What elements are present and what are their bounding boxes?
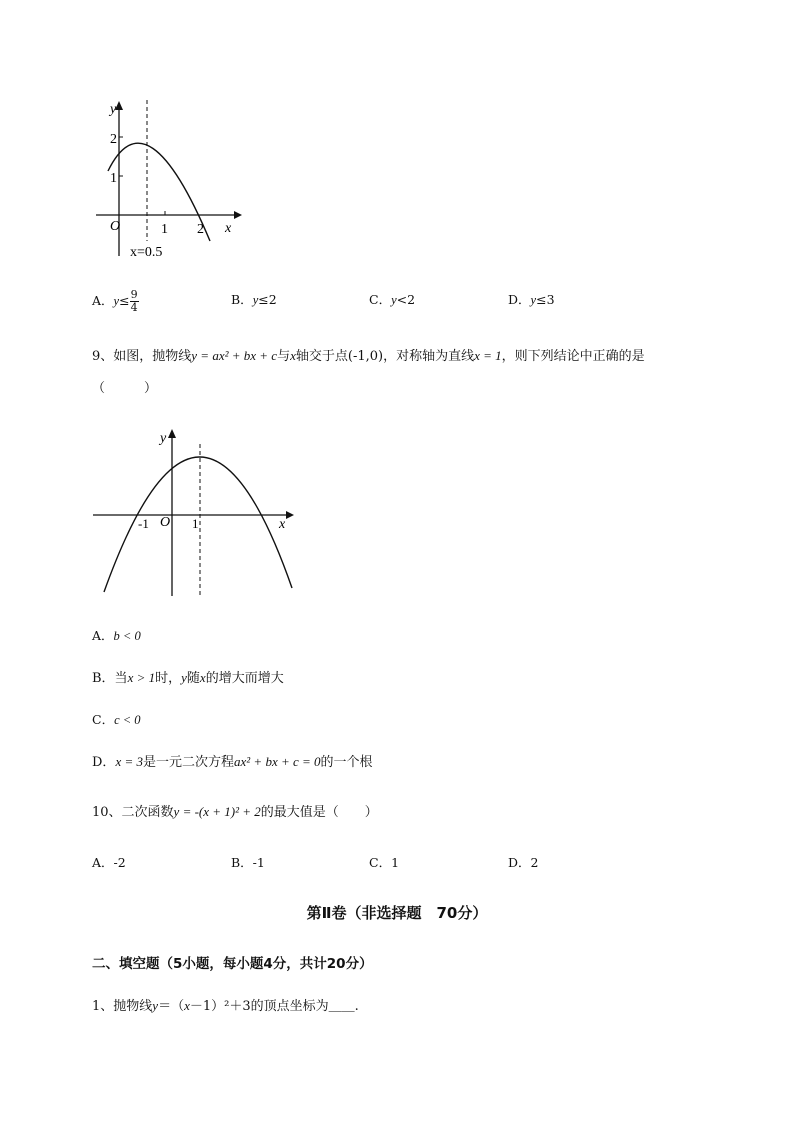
x-tick-label-neg1: -1 — [138, 516, 149, 531]
graph-parabola-1 — [92, 96, 252, 266]
y-axis-label: y — [110, 102, 117, 117]
q8-option-c[interactable]: C．y<2 — [369, 292, 416, 307]
graph-parabola-2 — [90, 426, 300, 598]
q10-option-d[interactable]: D．2 — [508, 855, 539, 870]
x-axis-arrow — [234, 211, 242, 219]
fill-question-1: 1、抛物线y＝（x－1）²＋3的顶点坐标为＿＿. — [92, 998, 359, 1014]
q9-option-d[interactable]: D．x = 3是一元二次方程ax² + bx + c = 0的一个根 — [92, 754, 373, 770]
q8-option-a[interactable]: A．y≤ $\frac{9}{4}$ — [92, 288, 138, 314]
y-axis-label: y — [160, 431, 167, 446]
x-tick-label-1: 1 — [161, 222, 168, 237]
origin-label: O — [160, 515, 171, 530]
x-tick-label-1: 1 — [192, 516, 199, 531]
answer-blank[interactable]: ＿＿ — [328, 999, 355, 1014]
q9-answer-paren: （ ） — [92, 381, 158, 396]
section-heading: 二、填空题（5小题，每小题4分，共计20分） — [92, 956, 373, 972]
q8-option-b[interactable]: B．y≤2 — [231, 292, 277, 307]
parabola-curve — [108, 143, 210, 241]
q10-option-b[interactable]: B．-1 — [231, 855, 265, 870]
y-tick-label-1: 1 — [110, 171, 117, 186]
origin-label: O — [110, 219, 121, 234]
y-tick-label-2: 2 — [110, 132, 117, 147]
q10-option-a[interactable]: A．-2 — [92, 855, 126, 870]
q9-option-a[interactable]: A．b < 0 — [92, 628, 141, 643]
q9-option-b[interactable]: B．当x > 1时，y随x的增大而增大 — [92, 670, 284, 686]
q10-option-c[interactable]: C．1 — [369, 855, 400, 870]
q9-option-c[interactable]: C．c < 0 — [92, 712, 141, 727]
q8-option-d[interactable]: D．y≤3 — [508, 292, 555, 307]
fraction-9-4: $\frac{9}{4}$ — [130, 288, 138, 314]
x-tick-label-2: 2 — [197, 222, 204, 237]
q10-stem: 10、二次函数y = -(x + 1)² + 2的最大值是（ ） — [92, 804, 378, 820]
section-title: 第Ⅱ卷（非选择题 70分） — [306, 904, 488, 922]
axis-of-symmetry-note: x=0.5 — [130, 245, 163, 260]
x-axis-label: x — [225, 221, 232, 236]
x-axis-label: x — [279, 517, 286, 532]
x-axis-arrow — [286, 511, 294, 519]
y-axis-arrow — [168, 429, 176, 438]
q9-stem: 9、如图，抛物线y = ax² + bx + c与x轴交于点(-1,0)，对称轴为直线x = 1，则下列结论中正确的是 — [92, 348, 645, 364]
